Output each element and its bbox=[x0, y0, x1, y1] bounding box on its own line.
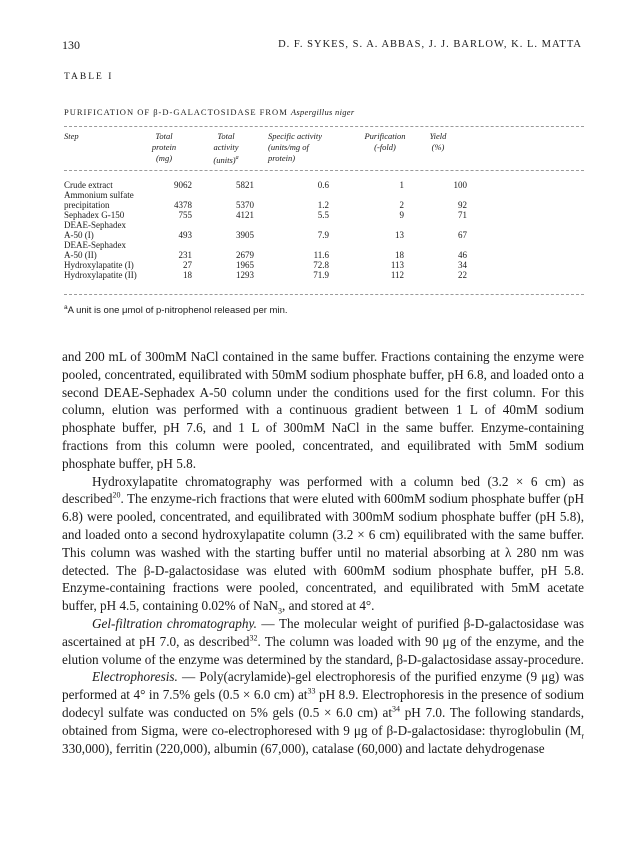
cell-yield: 71 bbox=[458, 210, 467, 220]
col-header-specific-activity: Specific activity (units/mg of protein) bbox=[268, 131, 323, 163]
cell-specific: 5.5 bbox=[317, 210, 329, 220]
body-text bbox=[62, 348, 584, 757]
table-title bbox=[64, 107, 354, 117]
cell-purification: 112 bbox=[390, 270, 404, 280]
cell-step: Hydroxylapatite (I) bbox=[64, 260, 134, 270]
col-header-step: Step bbox=[64, 131, 79, 141]
cell-specific: 7.9 bbox=[317, 230, 329, 240]
cell-activity: 2679 bbox=[236, 250, 254, 260]
cell-step: Ammonium sulfate precipitation bbox=[64, 190, 134, 210]
section-heading-electrophoresis: Electrophoresis. bbox=[92, 669, 178, 685]
cell-protein: 755 bbox=[178, 210, 192, 220]
cell-specific: 11.6 bbox=[313, 250, 329, 260]
table-top-rule bbox=[64, 126, 584, 127]
cell-purification: 1 bbox=[399, 180, 404, 190]
paragraph-2: Hydroxylapatite chromatography was performed with a column bed (3.2 × 6 cm) as described$^{20}$. The enzyme-rich fractions that were eluted with 600mM sodium phosphate buffer (pH 6.8) were pooled, concentrated, and equilibrated with 300mM sodium phosphate buffer (pH 5.8), and loaded onto a second hydroxylapatite column (3.2 × 6 cm) equilibrated with the same buffer. This column was washed with the starting buffer until no material absorbing at λ 280 nm was detected. The β-D-galactosidase was eluted with 600mM sodium phosphate buffer, pH 5.8. Enzyme-containing fractions were pooled, concentrated, and equilibrated with 5mM acetate buffer, pH 4.5, containing 0.02% of NaN$_3$, and stored at 4°. bbox=[62, 473, 584, 616]
table-row bbox=[64, 190, 584, 210]
col-header-activity: Total activity (units)$^a$ bbox=[213, 131, 239, 165]
cell-step: DEAE-Sephadex A-50 (II) bbox=[64, 240, 126, 260]
table-row bbox=[64, 220, 584, 240]
cell-purification: 113 bbox=[390, 260, 404, 270]
cell-purification: 18 bbox=[395, 250, 404, 260]
cell-specific: 1.2 bbox=[317, 200, 329, 210]
cell-specific: 71.9 bbox=[313, 270, 329, 280]
page-number: 130 bbox=[62, 38, 80, 52]
col-header-protein: Total protein (mg) bbox=[151, 131, 177, 163]
cell-specific: 0.6 bbox=[317, 180, 329, 190]
table-row bbox=[64, 270, 584, 280]
paragraph-1: and 200 mL of 300mM NaCl contained in the same buffer. Fractions containing the enzyme were pooled, concentrated, equilibrated with 50mM sodium phosphate buffer, pH 6.8, and loaded onto a second DEAE-Sephadex A-50 column under the conditions used for the first column. For this column, elution was performed with a continuous gradient between 1 L of 40mM sodium phosphate buffer, pH 7.6, and 1 L of 300mM NaCl in the same buffer. Enzyme-containing fractions from this column were pooled, concentrated, and equilibrated with 5mM sodium phosphate buffer, pH 5.8. bbox=[62, 349, 584, 471]
table-bottom-rule bbox=[64, 294, 584, 295]
section-heading-gel-filtration: Gel-filtration chromatography. bbox=[92, 615, 257, 631]
paragraph-4: Electrophoresis. — Poly(acrylamide)-gel electrophoresis of the purified enzyme (9 μg) was performed at 4° in 7.5% gels (0.5 × 6.0 cm) $at^{33}$ pH 8.9. Electrophoresis in the presence of sodium dodecyl sulfate was conducted on 5% gels (0.5 × 6.0 cm) $at^{34}$ pH 7.0. The following standards, obtained from Sigma, were co-electrophoresed with 9 μg of β-D-galactosidase: thyroglobulin ($M_r$ 330,000), ferritin (220,000), albumin (67,000), catalase (60,000) and lactate dehydrogenase bbox=[62, 669, 585, 756]
table-footnote bbox=[64, 304, 288, 316]
cell-protein: 18 bbox=[183, 270, 192, 280]
cell-protein: 27 bbox=[183, 260, 192, 270]
cell-yield: 46 bbox=[458, 250, 467, 260]
cell-specific: 72.8 bbox=[313, 260, 329, 270]
cell-step: Hydroxylapatite (II) bbox=[64, 270, 137, 280]
cell-step: Crude extract bbox=[64, 180, 113, 190]
cell-protein: 9062 bbox=[174, 180, 192, 190]
table-title-organism: Aspergillus niger bbox=[290, 107, 355, 117]
table-row bbox=[64, 180, 584, 190]
table-title-text: PURIFICATION OF β-D-GALACTOSIDASE FROM bbox=[64, 107, 291, 117]
table-row bbox=[64, 210, 584, 220]
cell-yield: 67 bbox=[458, 230, 467, 240]
page-header bbox=[62, 38, 582, 54]
table-row bbox=[64, 260, 584, 270]
cell-purification: 2 bbox=[399, 200, 404, 210]
cell-protein: 493 bbox=[178, 230, 192, 240]
cell-activity: 1293 bbox=[236, 270, 254, 280]
cell-step: Sephadex G-150 bbox=[64, 210, 125, 220]
cell-yield: 34 bbox=[458, 260, 467, 270]
col-header-yield: Yield (%) bbox=[429, 131, 447, 152]
table-header-rule bbox=[64, 170, 584, 171]
running-head-authors: D. F. SYKES, S. A. ABBAS, J. J. BARLOW, K. L. MATTA bbox=[278, 39, 582, 50]
cell-step: DEAE-Sephadex A-50 (I) bbox=[64, 220, 126, 240]
cell-activity: 4121 bbox=[236, 210, 254, 220]
table-label: TABLE I bbox=[64, 72, 114, 82]
table-row bbox=[64, 240, 584, 260]
paragraph-3: Gel-filtration chromatography. — The molecular weight of purified β-D-galactosidase was ascertained at pH 7.0, as described$^{32}$. The column was loaded with 90 μg of the enzyme, and the elution volume of the enzyme was determined by the standard, β-D-galactosidase assay-procedure. bbox=[62, 615, 584, 667]
cell-purification: 13 bbox=[395, 230, 404, 240]
cell-activity: 5821 bbox=[236, 180, 254, 190]
cell-yield: 22 bbox=[458, 270, 467, 280]
footnote-text: A unit is one μmol of p-nitrophenol released per min. bbox=[67, 305, 288, 317]
col-header-purification: Purification (-fold) bbox=[364, 131, 406, 152]
cell-protein: 4378 bbox=[174, 200, 192, 210]
cell-activity: 3905 bbox=[236, 230, 254, 240]
footnote-marker: a bbox=[64, 304, 68, 311]
cell-yield: 100 bbox=[453, 180, 467, 190]
cell-activity: 5370 bbox=[236, 200, 254, 210]
cell-purification: 9 bbox=[399, 210, 404, 220]
cell-activity: 1965 bbox=[236, 260, 254, 270]
cell-protein: 231 bbox=[178, 250, 192, 260]
cell-yield: 92 bbox=[458, 200, 467, 210]
